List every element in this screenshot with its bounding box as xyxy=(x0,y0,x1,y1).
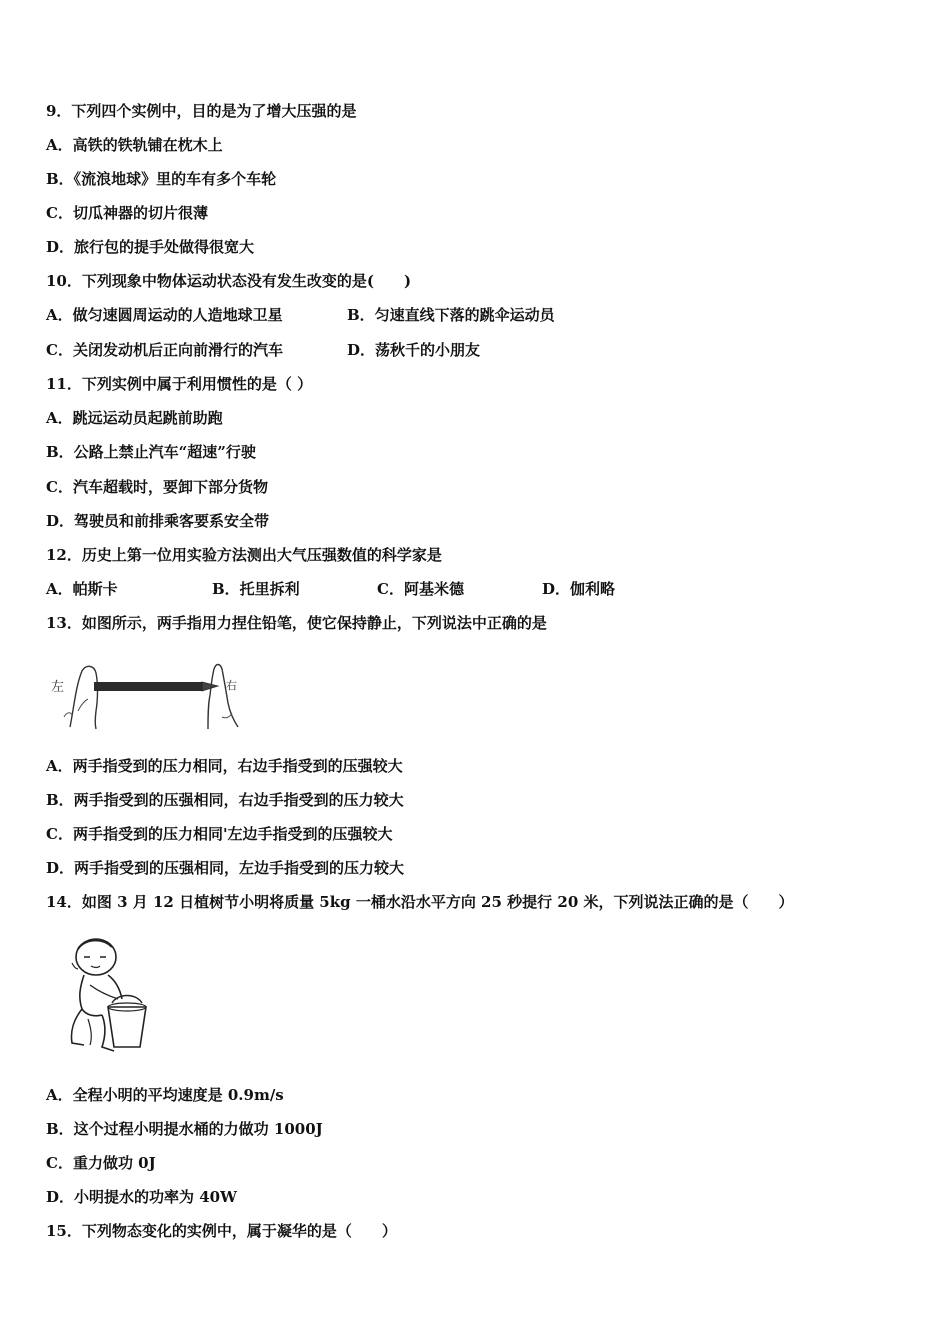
q9-option-d: D．旅行包的提手处做得很宽大 xyxy=(46,238,255,256)
figure-label-right: 右 xyxy=(226,679,237,692)
q14-option-c: C．重力做功 0J xyxy=(46,1154,156,1172)
q12-option-b: B．托里拆利 xyxy=(212,580,300,598)
q10-option-b: B．匀速直线下落的跳伞运动员 xyxy=(347,306,555,324)
q14-option-b: B．这个过程小明提水桶的力做功 1000J xyxy=(46,1120,323,1138)
q12-option-c: C．阿基米德 xyxy=(377,580,464,598)
q12-option-row xyxy=(46,579,616,599)
q13-stem: 13．如图所示，两手指用力捏住铅笔，使它保持静止，下列说法中正确的是 xyxy=(46,614,547,632)
left-finger-crease xyxy=(78,699,88,711)
q12-option-a: A．帕斯卡 xyxy=(46,580,118,598)
q11-option-c: C．汽车超载时，要卸下部分货物 xyxy=(46,478,268,496)
q10-option-c: C．关闭发动机后正向前滑行的汽车 xyxy=(46,341,283,359)
pencil-fingers-image xyxy=(48,655,248,733)
q10-option-row-1 xyxy=(46,305,555,325)
pencil-fingers-figure xyxy=(48,655,248,733)
boy-carrying-bucket-image xyxy=(62,935,158,1063)
q10-option-row-2 xyxy=(46,340,481,360)
q11-option-a: A．跳远运动员起跳前助跑 xyxy=(46,409,223,427)
q13-option-a: A．两手指受到的压力相同，右边手指受到的压强较大 xyxy=(46,757,403,775)
q11-option-b: B．公路上禁止汽车“超速”行驶 xyxy=(46,443,256,461)
bucket-body xyxy=(108,1007,146,1047)
bucket-handle xyxy=(112,996,142,1004)
q11-stem: 11．下列实例中属于利用惯性的是（ ） xyxy=(46,375,313,393)
left-finger-mark xyxy=(64,713,72,717)
q9-option-c: C．切瓜神器的切片很薄 xyxy=(46,204,208,222)
q13-option-d: D．两手指受到的压强相同，左边手指受到的压力较大 xyxy=(46,859,405,877)
q12-option-d: D．伽利略 xyxy=(542,580,616,598)
figure-label-left: 左 xyxy=(51,680,65,695)
q10-stem: 10．下列现象中物体运动状态没有发生改变的是( ) xyxy=(46,272,412,290)
q15-stem: 15．下列物态变化的实例中，属于凝华的是（ ） xyxy=(46,1222,397,1240)
q14-option-d: D．小明提水的功率为 40W xyxy=(46,1188,237,1206)
left-finger-outline xyxy=(70,666,98,729)
q12-stem: 12．历史上第一位用实验方法测出大气压强数值的科学家是 xyxy=(46,546,442,564)
pencil-body xyxy=(94,682,202,691)
boy-carrying-bucket-figure xyxy=(62,935,158,1063)
q9-option-a: A．高铁的铁轨铺在枕木上 xyxy=(46,136,223,154)
q14-stem: 14．如图 3 月 12 日植树节小明将质量 5kg 一桶水沿水平方向 25 秒提行 20 米，下列说法正确的是（ ） xyxy=(46,893,794,911)
right-finger-outline xyxy=(208,665,238,730)
boy-leg-left xyxy=(71,1009,84,1045)
q9-stem: 9．下列四个实例中，目的是为了增大压强的是 xyxy=(46,102,357,120)
q9-option-b: B．《流浪地球》里的车有多个车轮 xyxy=(46,170,277,188)
q14-option-a: A．全程小明的平均速度是 0.9m/s xyxy=(46,1086,284,1104)
q13-option-b: B．两手指受到的压强相同，右边手指受到的压力较大 xyxy=(46,791,404,809)
boy-mouth xyxy=(91,966,100,968)
q10-option-a: A．做匀速圆周运动的人造地球卫星 xyxy=(46,306,283,324)
boy-leg-inner xyxy=(88,1019,91,1045)
q13-option-c: C．两手指受到的压力相同'左边手指受到的压强较大 xyxy=(46,825,393,843)
boy-arm-inner xyxy=(90,985,118,999)
q11-option-d: D．驾驶员和前排乘客要系安全带 xyxy=(46,512,270,530)
boy-back xyxy=(80,975,102,1016)
q10-option-d: D．荡秋千的小朋友 xyxy=(347,341,481,359)
